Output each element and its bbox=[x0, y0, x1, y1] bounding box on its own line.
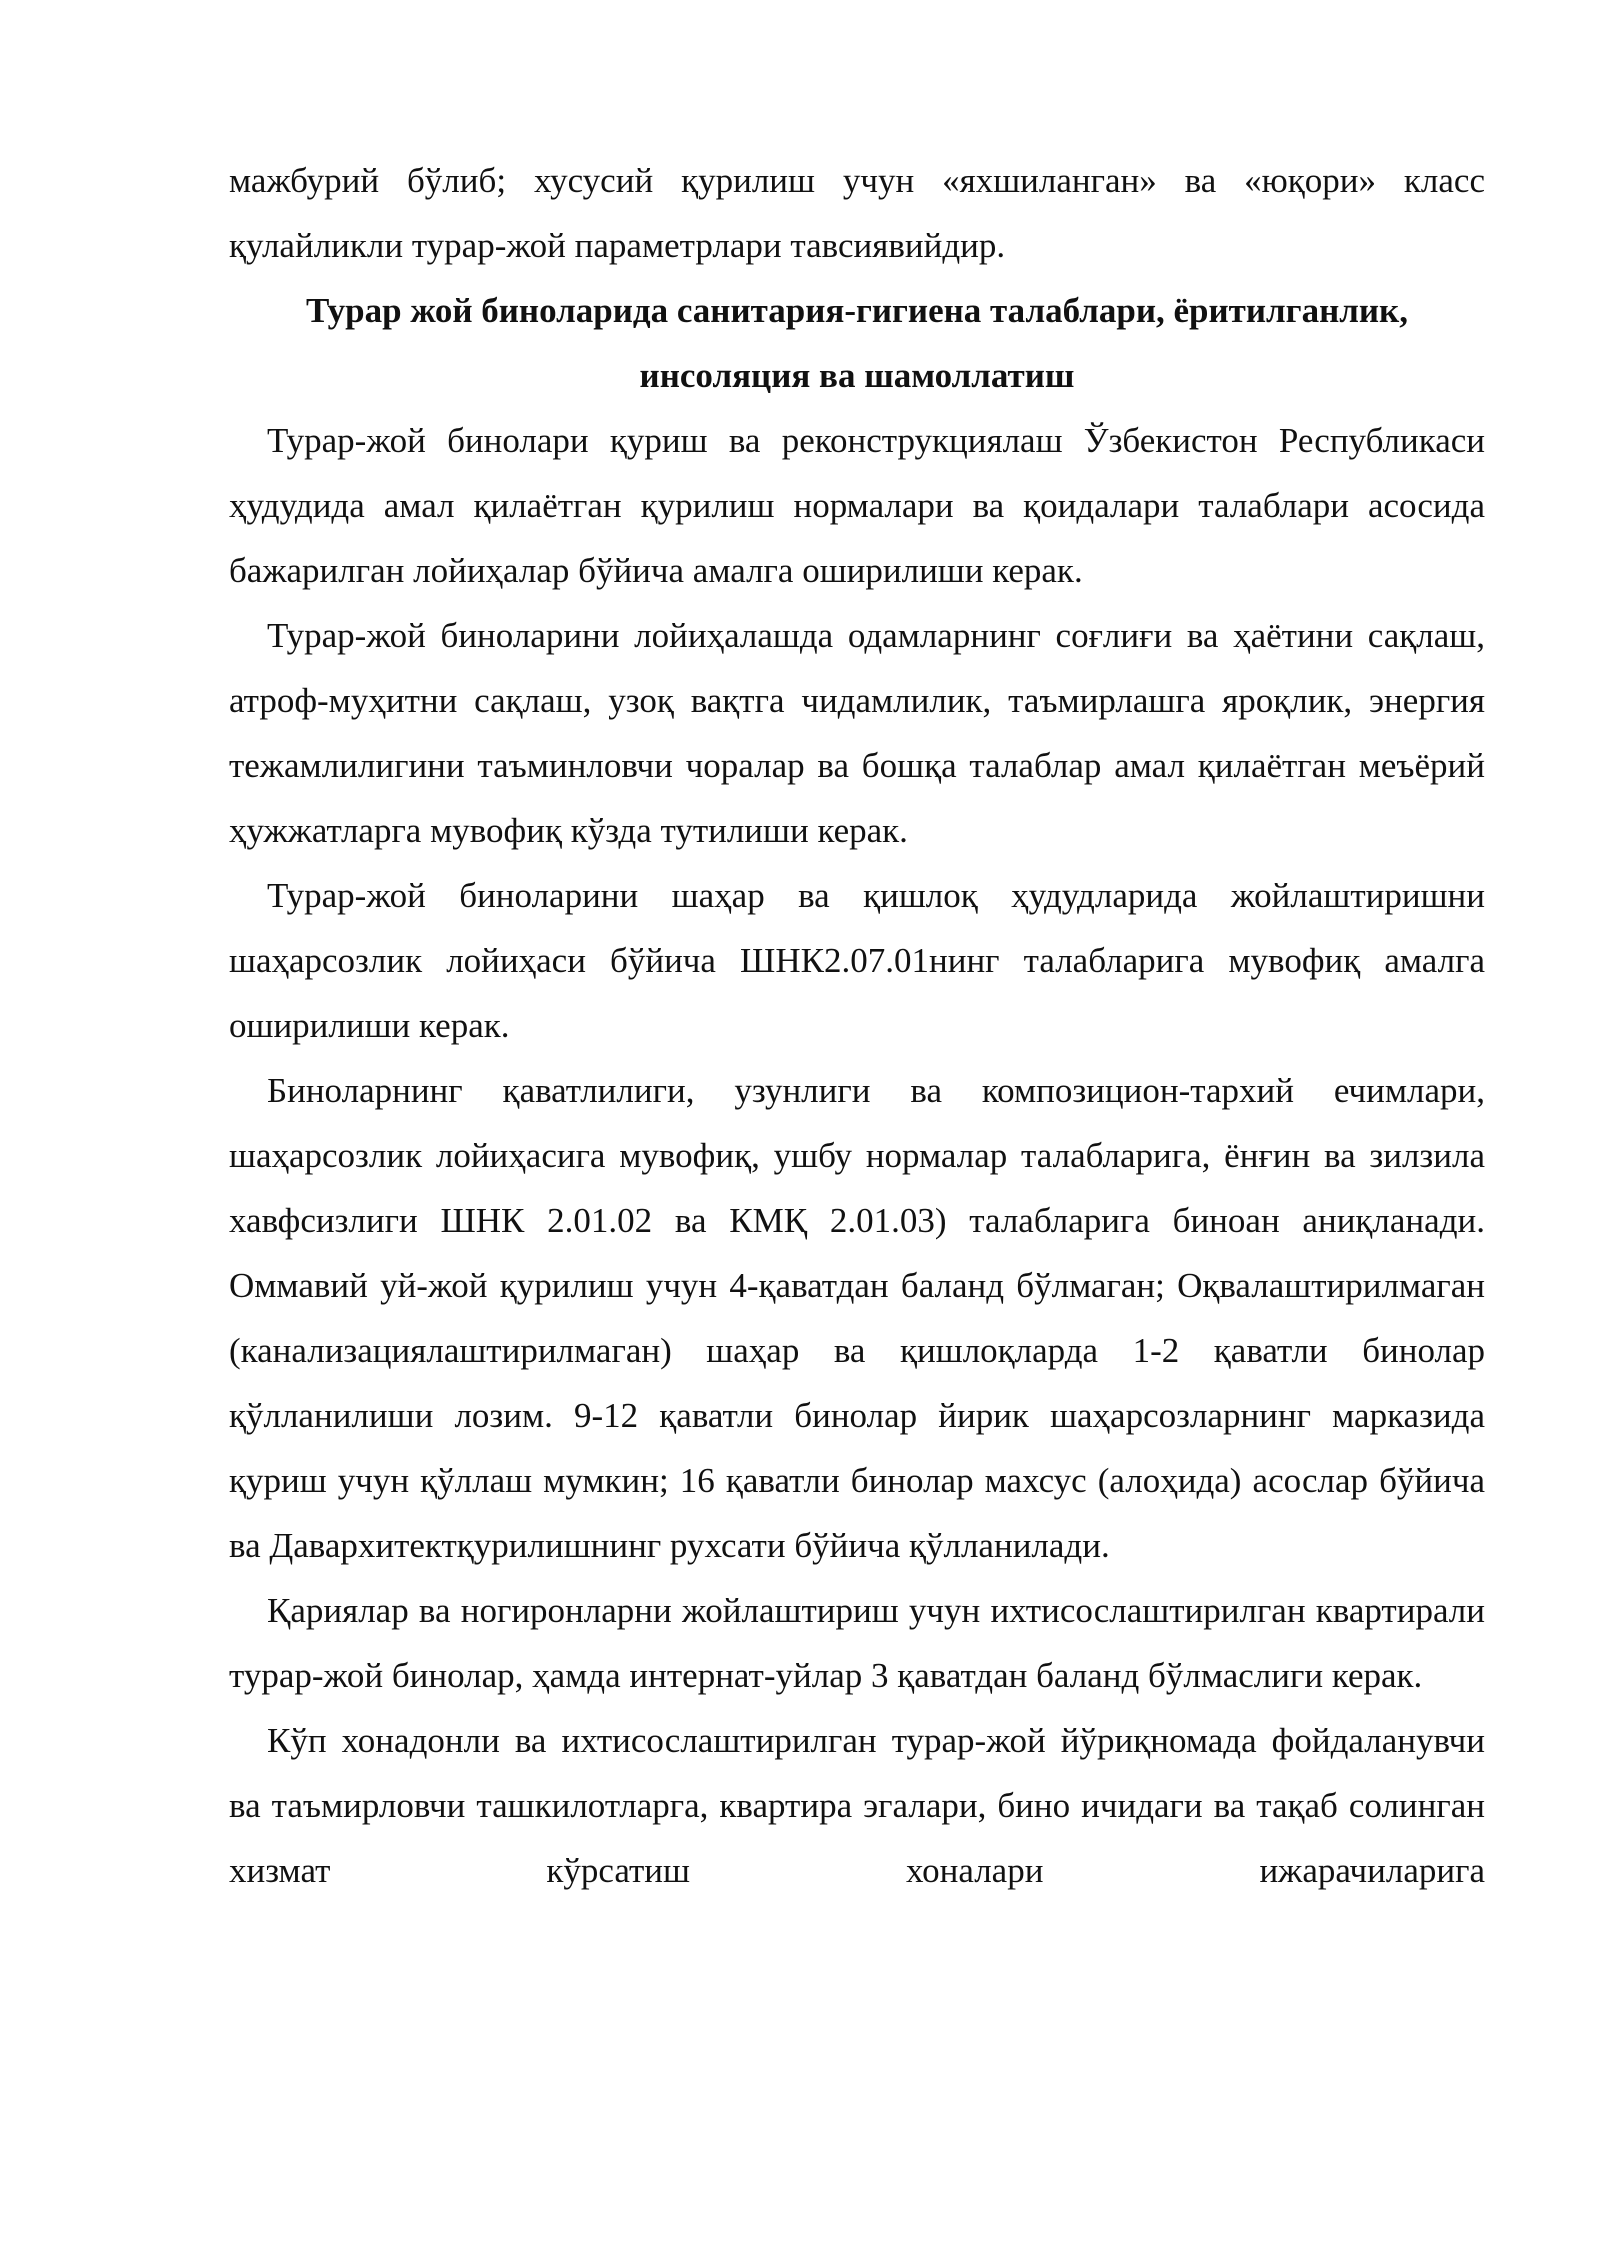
paragraph-construction-rules: Турар-жой бинолари қуриш ва реконструкциялаш Ўзбекистон Республикаси ҳудудида амал қилаётган қурилиш нормалари ва қоидалари талаблари асосида бажарилган лойиҳалар бўйича амалга оширилиши керак. bbox=[229, 421, 1485, 590]
paragraph-storeys: Биноларнинг қаватлилиги, узунлиги ва композицион-тархий ечимлари, шаҳарсозлик лойиҳасига мувофиқ, ушбу нормалар талабларига, ёнғин ва зилзила хавфсизлиги ШНК 2.01.02 ва КМҚ 2.01.03) талабларига биноан аниқланади. Оммавий уй-жой қурилиш учун 4-қаватдан баланд бўлмаган; Оқвалаштирилмаган (канализациялаштирилмаган) шаҳар ва қишлоқларда 1-2 қаватли бинолар қўлланилиши лозим. 9-12 қаватли бинолар йирик шаҳарсозларнинг марказида қуриш учун қўллаш мумкин; 16 қаватли бинолар махсус (алоҳида) асослар бўйича ва Давархитектқурилишнинг рухсати бўйича қўлланилади. bbox=[229, 1071, 1485, 1565]
paragraph-design-requirements: Турар-жой биноларини лойиҳалашда одамларнинг соғлиғи ва ҳаётини сақлаш, атроф-муҳитни сақлаш, узоқ вақтга чидамлилик, таъмирлашга яроқлик, энергия тежамлилигини таъминловчи чоралар ва бошқа талаблар амал қилаётган меъёрий ҳужжатларга мувофиқ кўзда тутилиши керак. bbox=[229, 616, 1485, 850]
paragraph-manual: Кўп хонадонли ва ихтисослаштирилган турар-жой йўриқномада фойдаланувчи ва таъмирловчи ташкилотларга, квартира эгалари, бино ичидаги ва тақаб солинган хизмат кўрсатиш хоналари ижарачиларига bbox=[229, 1721, 1485, 1890]
document-body bbox=[229, 148, 1485, 1903]
paragraph-elderly-housing: Қариялар ва ногиронларни жойлаштириш учун ихтисослаштирилган квартирали турар-жой бинолар, ҳамда интернат-уйлар 3 қаватдан баланд бўлмаслиги керак. bbox=[229, 1591, 1485, 1695]
paragraph-continuation: мажбурий бўлиб; хусусий қурилиш учун «яхшиланган» ва «юқори» класс қулайликли турар-жой параметрлари тавсиявийдир. bbox=[229, 161, 1485, 265]
paragraph-placement: Турар-жой биноларини шаҳар ва қишлоқ ҳудудларида жойлаштиришни шаҳарсозлик лойиҳаси бўйича ШНК2.07.01нинг талабларига мувофиқ амалга оширилиши керак. bbox=[229, 876, 1485, 1045]
section-heading: Турар жой биноларида санитария-гигиена талаблари, ёритилганлик, инсоляция ва шамоллатиш bbox=[306, 291, 1408, 395]
